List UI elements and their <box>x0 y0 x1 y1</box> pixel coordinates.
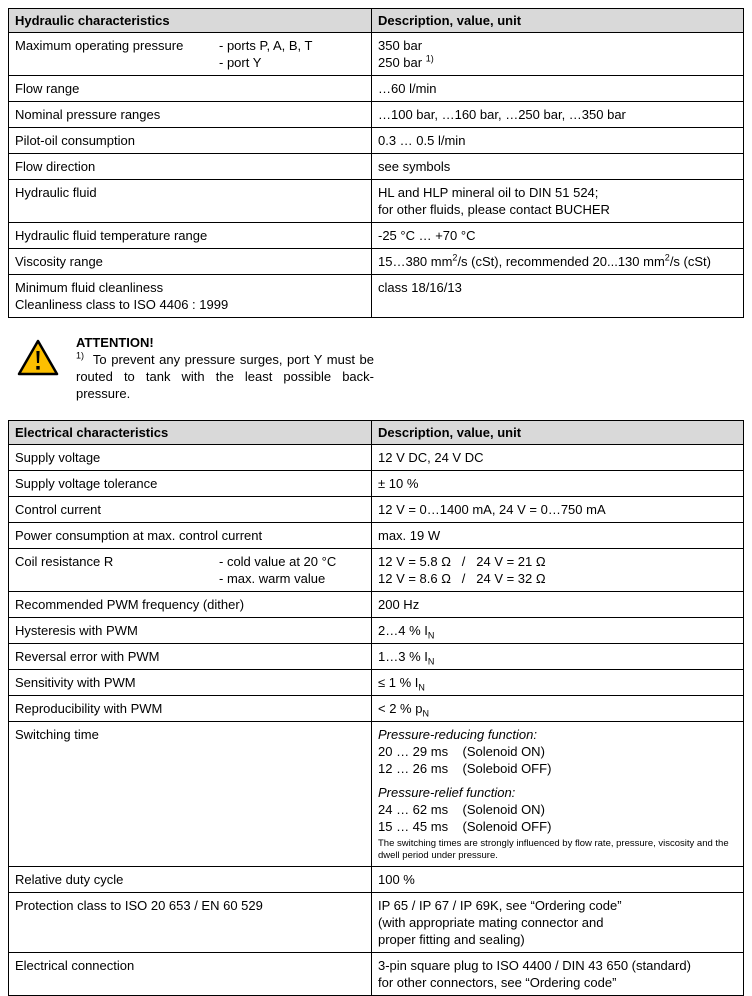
label-line: Maximum operating pressure <box>15 38 184 53</box>
row-label-cell <box>9 180 372 222</box>
row-label <box>15 184 365 218</box>
table-row <box>9 471 743 497</box>
table-row <box>9 102 743 128</box>
row-label <box>15 106 365 123</box>
table-row <box>9 670 743 696</box>
value-line: 15…380 $mm^2/s$ (cSt), recommended 20...130 $mm^2/s$ (cSt) <box>378 252 711 269</box>
value-line: The switching times are strongly influenced by flow rate, pressure, viscosity and the dwell period under pressure. <box>378 838 732 861</box>
table-header-cell: Description, value, unit <box>378 13 522 28</box>
table-row <box>9 549 743 592</box>
value-line: 15 … 45 ms (Solenoid OFF) <box>378 819 552 834</box>
row-value-cell <box>372 670 743 695</box>
row-sublabel <box>219 553 365 587</box>
label-line: Viscosity range <box>15 254 103 269</box>
row-label <box>15 700 365 717</box>
row-label-cell <box>9 644 372 669</box>
row-value-cell <box>372 102 743 127</box>
row-label-cell <box>9 275 372 317</box>
row-label-cell <box>9 618 372 643</box>
warning-triangle-icon <box>16 334 60 381</box>
label-line: Switching time <box>15 727 99 742</box>
row-value-cell <box>372 867 743 892</box>
value-line: class 18/16/13 <box>378 280 462 295</box>
table-row <box>9 249 743 275</box>
table-row <box>9 722 743 867</box>
row-label <box>15 648 365 665</box>
label-line: Supply voltage tolerance <box>15 476 158 491</box>
label-line: Cleanliness class to ISO 4406 : 1999 <box>15 297 229 312</box>
table-row <box>9 867 743 893</box>
value-line: for other fluids, please contact BUCHER <box>378 202 610 217</box>
label-line: Flow direction <box>15 159 96 174</box>
table-row <box>9 223 743 249</box>
sublabel-line: - cold value at 20 °C <box>219 554 337 569</box>
row-label <box>15 449 365 466</box>
row-value-cell <box>372 618 743 643</box>
hydraulic-characteristics-table <box>8 8 744 318</box>
row-label-cell <box>9 102 372 127</box>
value-line: max. 19 W <box>378 528 441 543</box>
label-line: Electrical connection <box>15 958 135 973</box>
value-line: 12 V DC, 24 V DC <box>378 450 484 465</box>
row-label <box>15 957 365 991</box>
sublabel-line: - ports P, A, B, T <box>219 38 313 53</box>
row-value-cell <box>372 471 743 496</box>
label-line: Minimum fluid cleanliness <box>15 280 164 295</box>
row-label-cell <box>9 154 372 179</box>
row-label-cell <box>9 953 372 995</box>
label-line: Sensitivity with PWM <box>15 675 136 690</box>
value-line: -25 °C … +70 °C <box>378 228 476 243</box>
row-label <box>15 158 365 175</box>
value-line: < 2 % $p_N$ <box>378 701 429 719</box>
row-value-cell <box>372 128 743 153</box>
value-line: Pressure-reducing function: <box>378 727 537 742</box>
row-value-cell <box>372 592 743 617</box>
row-label-cell <box>9 445 372 470</box>
value-line: Pressure-relief function: <box>378 785 516 800</box>
attention-body <box>76 334 378 402</box>
label-line: Control current <box>15 502 101 517</box>
row-value-cell <box>372 722 743 866</box>
row-value-cell <box>372 953 743 995</box>
row-label-cell <box>9 223 372 248</box>
row-label <box>15 279 365 313</box>
value-line: 250 bar $^{1)}$ <box>378 53 434 70</box>
row-label-cell <box>9 592 372 617</box>
value-line: for other connectors, see “Ordering code” <box>378 975 617 990</box>
table-row <box>9 180 743 223</box>
value-line <box>378 777 737 784</box>
attention-title: ATTENTION! <box>76 335 154 350</box>
value-line: see symbols <box>378 159 451 174</box>
value-line: ≤ 1 % $I_N$ <box>378 675 425 693</box>
label-line: Nominal pressure ranges <box>15 107 161 122</box>
row-label <box>15 596 365 613</box>
label-line: Flow range <box>15 81 80 96</box>
table-header-row <box>9 421 743 445</box>
row-label <box>15 527 365 544</box>
row-label-cell <box>9 670 372 695</box>
value-line: (with appropriate mating connector and <box>378 915 604 930</box>
row-label-cell <box>9 497 372 522</box>
table-row <box>9 696 743 722</box>
row-label <box>15 674 365 691</box>
row-value-cell <box>372 523 743 548</box>
table-row <box>9 445 743 471</box>
attention-text <box>76 350 378 402</box>
row-value-cell <box>372 696 743 721</box>
row-label <box>15 253 365 270</box>
row-label <box>15 871 365 888</box>
row-label <box>15 622 365 639</box>
row-label <box>15 501 365 518</box>
value-line: 3-pin square plug to ISO 4400 / DIN 43 650 (standard) <box>378 958 691 973</box>
value-line: 12 … 26 ms (Soleboid OFF) <box>378 761 552 776</box>
table-header-cell: Description, value, unit <box>378 425 522 440</box>
sublabel-line: - port Y <box>219 55 262 70</box>
table-row <box>9 644 743 670</box>
value-line: 12 V = 0…1400 mA, 24 V = 0…750 mA <box>378 502 606 517</box>
row-value-cell <box>372 33 743 75</box>
table-row <box>9 953 743 995</box>
row-sublabel <box>219 37 365 71</box>
electrical-characteristics-table <box>8 420 744 996</box>
value-line: 12 V = 8.6 Ω / 24 V = 32 Ω <box>378 571 546 586</box>
row-label-cell <box>9 722 372 866</box>
row-label-cell <box>9 33 372 75</box>
value-line: IP 65 / IP 67 / IP 69K, see “Ordering code” <box>378 898 622 913</box>
row-value-cell <box>372 180 743 222</box>
row-label <box>15 726 365 862</box>
row-label-cell <box>9 471 372 496</box>
value-line: HL and HLP mineral oil to DIN 51 524; <box>378 185 599 200</box>
label-line: Relative duty cycle <box>15 872 124 887</box>
row-value-cell <box>372 445 743 470</box>
label-line: Coil resistance R <box>15 554 114 569</box>
row-value-cell <box>372 249 743 274</box>
sublabel-line: - max. warm value <box>219 571 326 586</box>
value-line: …100 bar, …160 bar, …250 bar, …350 bar <box>378 107 626 122</box>
value-line: 20 … 29 ms (Solenoid ON) <box>378 744 545 759</box>
row-label <box>15 897 365 948</box>
row-value-cell <box>372 275 743 317</box>
value-line: 2…4 % $I_N$ <box>378 623 435 641</box>
attention-text-line: $^{1)}$ To prevent any pressure surges, port Y must be routed to tank with the least possible back-pressure. <box>76 350 378 401</box>
row-value-cell <box>372 154 743 179</box>
table-header-cell: Electrical characteristics <box>9 421 372 444</box>
table-row <box>9 275 743 317</box>
label-line: Reversal error with PWM <box>15 649 160 664</box>
row-label-cell <box>9 249 372 274</box>
row-value-cell <box>372 549 743 591</box>
label-line: Hydraulic fluid <box>15 185 97 200</box>
row-value-cell <box>372 223 743 248</box>
label-line: Protection class to ISO 20 653 / EN 60 529 <box>15 898 263 913</box>
label-line: Recommended PWM frequency (dither) <box>15 597 245 612</box>
attention-note <box>16 334 744 402</box>
row-label-cell <box>9 128 372 153</box>
table-row <box>9 618 743 644</box>
row-label <box>15 80 365 97</box>
row-label <box>15 227 365 244</box>
value-line: 350 bar <box>378 38 423 53</box>
row-label-cell <box>9 549 372 591</box>
row-label <box>15 37 219 71</box>
value-line: 200 Hz <box>378 597 420 612</box>
row-value-cell <box>372 497 743 522</box>
table-row <box>9 893 743 953</box>
row-label <box>15 475 365 492</box>
table-row <box>9 128 743 154</box>
row-label-cell <box>9 76 372 101</box>
row-label-cell <box>9 893 372 952</box>
table-row <box>9 592 743 618</box>
row-label <box>15 132 365 149</box>
row-label-cell <box>9 523 372 548</box>
value-line: 1…3 % $I_N$ <box>378 649 435 667</box>
row-label-cell <box>9 867 372 892</box>
label-line: Hydraulic fluid temperature range <box>15 228 208 243</box>
value-line: proper fitting and sealing) <box>378 932 525 947</box>
table-row <box>9 523 743 549</box>
table-header-row <box>9 9 743 33</box>
row-label <box>15 553 219 587</box>
row-value-cell <box>372 893 743 952</box>
value-line: …60 l/min <box>378 81 437 96</box>
value-line: 0.3 … 0.5 l/min <box>378 133 466 148</box>
label-line: Hysteresis with PWM <box>15 623 138 638</box>
label-line: Supply voltage <box>15 450 101 465</box>
table-row <box>9 76 743 102</box>
table-row <box>9 497 743 523</box>
row-label-cell <box>9 696 372 721</box>
row-value-cell <box>372 76 743 101</box>
row-value-cell <box>372 644 743 669</box>
table-header-cell: Hydraulic characteristics <box>9 9 372 32</box>
label-line: Reproducibility with PWM <box>15 701 163 716</box>
label-line: Power consumption at max. control current <box>15 528 263 543</box>
label-line: Pilot-oil consumption <box>15 133 135 148</box>
value-line: 24 … 62 ms (Solenoid ON) <box>378 802 545 817</box>
table-row <box>9 33 743 76</box>
value-line: ± 10 % <box>378 476 419 491</box>
value-line: 100 % <box>378 872 415 887</box>
value-line: 12 V = 5.8 Ω / 24 V = 21 Ω <box>378 554 546 569</box>
table-row <box>9 154 743 180</box>
